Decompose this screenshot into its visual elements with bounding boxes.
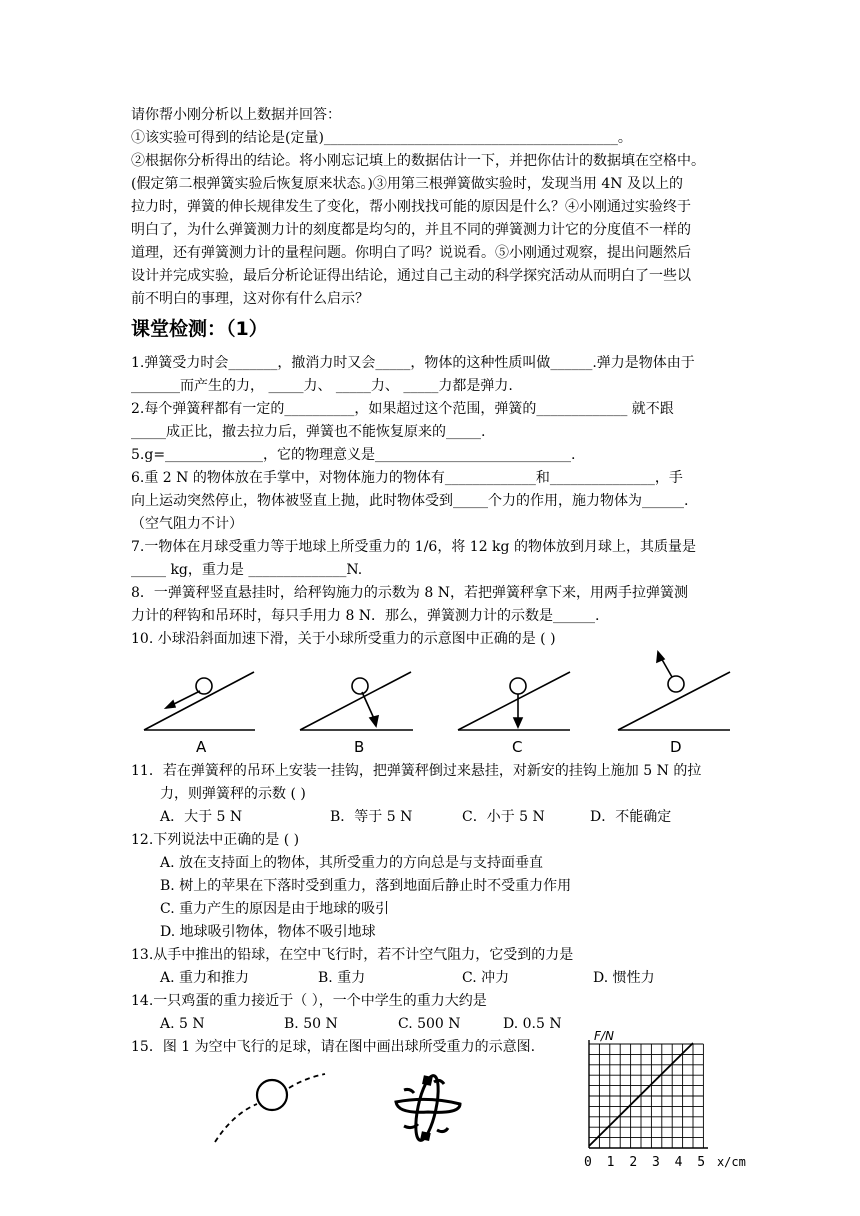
q7-line-2: _____ kg，重力是 ______________N. [131, 562, 363, 578]
q12-option-d: D. 地球吸引物体，物体不吸引地球 [160, 924, 376, 940]
q14-option-b: B. 50 N [284, 1016, 338, 1032]
q11-option-b: B．等于 5 N [330, 809, 413, 825]
x-axis-unit: x/cm [716, 1155, 746, 1169]
q11-option-d: D．不能确定 [590, 809, 672, 825]
airplane-icon [390, 1068, 465, 1146]
option-label-a: A [196, 738, 207, 756]
q14-option-a: A. 5 N [160, 1016, 205, 1032]
q13-option-d: D. 惯性力 [593, 970, 655, 986]
incline-a [144, 672, 255, 730]
intro-line-2: ①该实验可得到的结论是(定量)__________________________________________。 [131, 130, 632, 146]
football-icon [257, 1080, 287, 1110]
option-label-b: B [354, 738, 365, 756]
q2-line-1: 2.每个弹簧秤都有一定的__________，如果超过这个范围，弹簧的_____________ 就不跟 [131, 401, 674, 417]
q11-option-c: C．小于 5 N [462, 809, 545, 825]
q1-line-2: _______而产生的力， _____力、 _____力、 _____力都是弹力. [131, 378, 513, 394]
q6-line-1: 6.重 2 N 的物体放在手掌中，对物体施力的物体有_____________和_______________，手 [131, 470, 683, 486]
q10-stem: 10. 小球沿斜面加速下滑，关于小球所受重力的示意图中正确的是 ( ) [131, 631, 556, 647]
intro-line-4: (假定第二根弹簧实验后恢复原来状态。)③用第三根弹簧做实验时，发现当用 4N 及以上的 [131, 176, 683, 192]
q8-line-1: 8．一弹簧秤竖直悬挂时，给秤钩施力的示数为 8 N，若把弹簧秤拿下来，用两手拉弹簧测 [131, 585, 688, 601]
option-label-d: D [670, 738, 682, 756]
q13-stem: 13.从手中推出的铅球，在空中飞行时，若不计空气阻力，它受到的力是 [131, 947, 574, 963]
q14-stem: 14.一只鸡蛋的重力接近于（ ），一个中学生的重力大约是 [131, 993, 487, 1009]
option-label-c: C [512, 738, 523, 756]
q2-line-2: _____成正比，撤去拉力后，弹簧也不能恢复原来的_____. [131, 424, 486, 440]
q13-option-b: B. 重力 [318, 970, 366, 986]
q8-line-2: 力计的秤钩和吊环时，每只手用力 8 N．那么，弹簧测力计的示数是______. [131, 608, 600, 624]
force-extension-graph [578, 1030, 740, 1164]
q11-option-a: A．大于 5 N [160, 809, 243, 825]
q14-option-c: C. 500 N [398, 1016, 461, 1032]
y-axis-label: F/N [594, 1030, 614, 1043]
q12-option-b: B. 树上的苹果在下落时受到重力，落到地面后静止时不受重力作用 [160, 878, 572, 894]
section-heading: 课堂检测：（1） [131, 318, 268, 340]
q12-option-c: C. 重力产生的原因是由于地球的吸引 [160, 901, 390, 917]
x-tick-0: 0 [584, 1155, 592, 1170]
q6-line-2: 向上运动突然停止，物体被竖直上抛，此时物体受到_____个力的作用，施力物体为______. [131, 493, 689, 509]
intro-line-3: ②根据你分析得出的结论。将小刚忘记填上的数据估计一下，并把你估计的数据填在空格中。 [131, 153, 705, 169]
q1-line-1: 1.弹簧受力时会_______，撤消力时又会_____，物体的这种性质叫做______.弹力是物体由于 [131, 355, 695, 371]
incline-c [458, 672, 570, 730]
q11-line-1: 11．若在弹簧秤的吊环上安装一挂钩，把弹簧秤倒过来悬挂，对新安的挂钩上施加 5 N 的拉 [131, 763, 702, 779]
q13-option-a: A. 重力和推力 [160, 970, 250, 986]
intro-line-6: 明白了，为什么弹簧测力计的刻度都是均匀的，并且不同的弹簧测力计它的分度值不一样的 [131, 222, 691, 238]
incline-figures [140, 650, 760, 758]
x-tick-2: 2 [629, 1155, 638, 1170]
x-axis-ticks [584, 1151, 746, 1174]
x-tick-5: 5 [697, 1155, 706, 1170]
q12-option-a: A. 放在支持面上的物体，其所受重力的方向总是与支持面垂直 [160, 855, 544, 871]
incline-d [618, 652, 730, 730]
x-tick-3: 3 [651, 1155, 660, 1170]
q6-line-3: （空气阻力不计） [131, 516, 243, 532]
q5-line: 5.g=______________，它的物理意义是____________________________. [131, 447, 576, 463]
x-tick-4: 4 [674, 1155, 683, 1170]
q7-line-1: 7.一物体在月球受重力等于地球上所受重力的 1/6，将 12 kg 的物体放到月球上，其质量是 [131, 539, 696, 555]
intro-line-8: 设计并完成实验，最后分析论证得出结论，通过自己主动的科学探究活动从而明白了一些以 [131, 268, 691, 284]
q13-option-c: C. 冲力 [462, 970, 510, 986]
x-tick-1: 1 [606, 1155, 615, 1170]
q12-stem: 12.下列说法中正确的是 ( ) [131, 832, 300, 848]
football-figure [205, 1070, 335, 1150]
q15-stem: 15．图 1 为空中飞行的足球，请在图中画出球所受重力的示意图. [131, 1039, 536, 1055]
intro-line-1: 请你帮小刚分析以上数据并回答： [131, 107, 341, 123]
incline-b [300, 672, 413, 730]
q11-line-2: 力，则弹簧秤的示数 ( ) [160, 786, 306, 802]
intro-line-9: 前不明白的事理，这对你有什么启示？ [131, 291, 369, 307]
q14-option-d: D. 0.5 N [503, 1016, 562, 1032]
intro-line-7: 道理，还有弹簧测力计的量程问题。你明白了吗？说说看。⑤小刚通过观察，提出问题然后 [131, 245, 691, 261]
intro-line-5: 拉力时，弹簧的伸长规律发生了变化，帮小刚找找可能的原因是什么？④小刚通过实验终于 [131, 199, 691, 215]
